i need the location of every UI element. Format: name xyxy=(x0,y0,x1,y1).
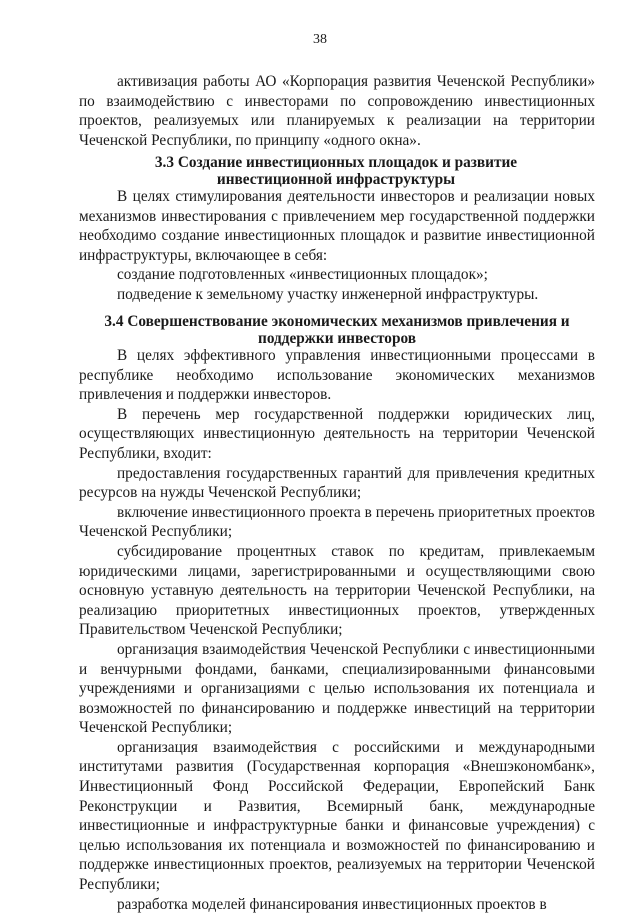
paragraph: В целях эффективного управления инвестиционными процессами в республике необходимо использование экономических механизмов привлечения и поддержки инвесторов. xyxy=(79,347,595,404)
page-number: 38 xyxy=(313,32,327,47)
intro-paragraph: активизация работы АО «Корпорация развития Чеченской Республики» по взаимодействию с инвесторами по сопровождению инвестиционных проектов, реализуемых или планируемых к реализации на территории Чеченской Республики, по принципу «одного окна». xyxy=(79,73,595,149)
list-item: предоставления государственных гарантий для привлечения кредитных ресурсов на нужды Чеченской Республики; xyxy=(79,464,595,502)
list-item: разработка моделей финансирования инвестиционных проектов в xyxy=(117,895,547,913)
list-item: организация взаимодействия с российскими и международными институтами развития (Государственная корпорация «Внешэкономбанк», Инвестиционный Фонд Российской Федерации, Европейский Банк Реконструкции и Развития, Всемирный банк, международные инвестиционные и инфраструктурные банки и финансовые учреждения) с целью использования их потенциала и возможностей по финансированию и поддержке инвестиционных проектов, реализуемых на территории Чеченской Республики; xyxy=(79,738,595,894)
list-item: субсидирование процентных ставок по кредитам, привлекаемым юридическими лицами, зарегистрированными и осуществляющими свою основную уставную деятельность на территории Чеченской Республики, на реализацию приоритетных инвестиционных проектов, утвержденных Правительством Чеченской Республики; xyxy=(79,542,595,639)
section-3-3-body xyxy=(79,187,595,305)
list-item: подведение к земельному участку инженерной инфраструктуры. xyxy=(117,285,539,303)
paragraph: В перечень мер государственной поддержки юридических лиц, осуществляющих инвестиционную деятельность на территории Чеченской Республики, входит: xyxy=(79,405,595,462)
list-item: организация взаимодействия Чеченской Республики с инвестиционными и венчурными фондами, банками, специализированными финансовыми учреждениями и организациями с целью использования их потенциала и возможностей по финансированию и поддержке инвестиций на территории Чеченской Республики; xyxy=(79,640,595,737)
section-3-3-heading: 3.3 Создание инвестиционных площадок и развитие инвестиционной инфраструктуры xyxy=(154,154,518,188)
list-item: включение инвестиционного проекта в перечень приоритетных проектов Чеченской Республики; xyxy=(79,503,595,541)
list-item: создание подготовленных «инвестиционных площадок»; xyxy=(117,266,488,284)
section-3-4-heading: 3.4 Совершенствование экономических механизмов привлечения и поддержки инвесторов xyxy=(104,313,570,347)
paragraph: В целях стимулирования деятельности инвесторов и реализации новых механизмов инвестирования с привлечением мер государственной поддержки необходимо создание инвестиционных площадок и развитие инвестиционной инфраструктуры, включающее в себя: xyxy=(79,188,595,264)
section-3-4-body xyxy=(79,346,595,914)
intro-block xyxy=(79,72,595,150)
